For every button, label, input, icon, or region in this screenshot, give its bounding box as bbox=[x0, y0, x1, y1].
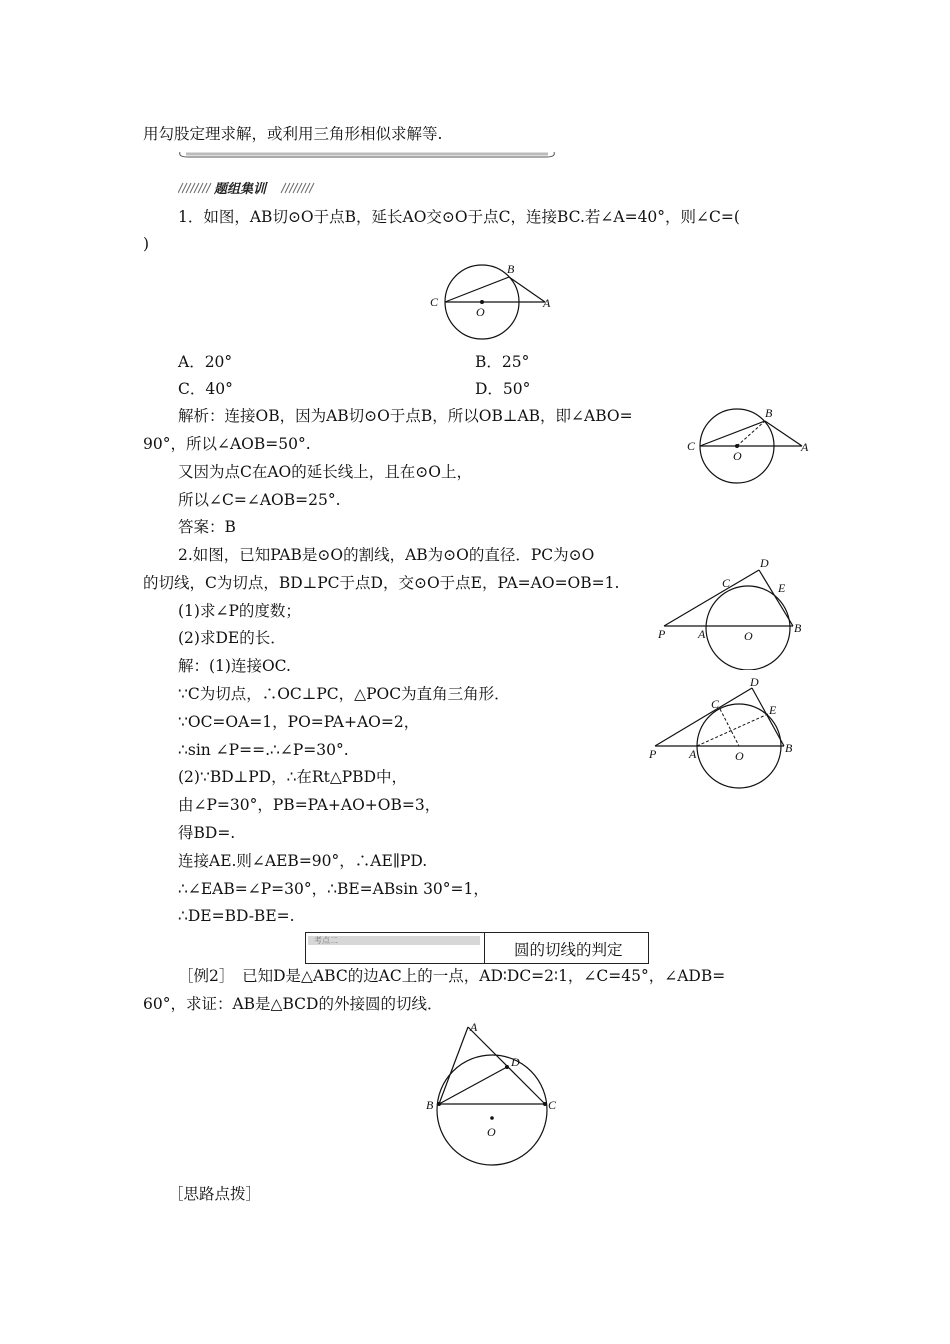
line-ba bbox=[509, 277, 545, 302]
line-pd bbox=[664, 570, 759, 626]
label-b: B bbox=[794, 621, 802, 635]
q2-line1: 2.如图，已知PAB是⊙O的割线，AB为⊙O的直径．PC为⊙O bbox=[178, 546, 595, 564]
section-tag-bar bbox=[308, 936, 480, 945]
label-e: E bbox=[778, 581, 786, 595]
sol2-line7: 得BD=. bbox=[178, 824, 236, 842]
dashed-oc bbox=[720, 709, 739, 746]
label-p: P bbox=[649, 747, 657, 761]
label-d: D bbox=[750, 676, 759, 689]
line-ba bbox=[439, 1027, 468, 1104]
label-o: O bbox=[744, 629, 753, 643]
option-d: D．50° bbox=[475, 380, 531, 398]
figure-q1 bbox=[425, 258, 565, 340]
example2-line2: 60°，求证：AB是△BCD的外接圆的切线． bbox=[143, 995, 443, 1013]
circle-o bbox=[706, 586, 790, 670]
sol2-line9: ∴∠EAB=∠P=30°，∴BE=ABsin 30°=1， bbox=[178, 880, 489, 898]
label-a: A bbox=[801, 440, 809, 454]
label-d: D bbox=[511, 1055, 520, 1069]
sol1-line1: 解析：连接OB，因为AB切⊙O于点B，所以OB⊥AB，即∠ABO= bbox=[178, 407, 633, 425]
section-tag: 考点二 bbox=[314, 936, 338, 945]
section-divider bbox=[484, 933, 485, 963]
center-point bbox=[480, 300, 484, 304]
label-c: C bbox=[711, 697, 720, 711]
figure-q2 bbox=[652, 552, 812, 670]
label-b: B bbox=[785, 741, 793, 755]
q2-line2: 的切线，C为切点，BD⊥PC于点D，交⊙O于点E，PA=AO=OB=1. bbox=[143, 574, 620, 592]
sol2-line1: 解：(1)连接OC. bbox=[178, 657, 291, 675]
label-c: C bbox=[548, 1098, 557, 1112]
sol1-line2: 90°，所以∠AOB=50°. bbox=[143, 435, 311, 453]
label-o: O bbox=[733, 449, 742, 463]
line-bd bbox=[439, 1067, 507, 1104]
center-point bbox=[735, 444, 739, 448]
point-d bbox=[505, 1065, 509, 1069]
sol2-line10: ∴DE=BD-BE=. bbox=[178, 907, 295, 925]
figure-example2 bbox=[420, 1018, 565, 1176]
option-b: B．25° bbox=[475, 353, 530, 371]
label-a: A bbox=[470, 1020, 478, 1034]
line-ba bbox=[765, 421, 802, 446]
sol2-line6: 由∠P=30°，PB=PA+AO+OB=3， bbox=[178, 796, 441, 814]
line-cb bbox=[445, 277, 509, 302]
label-o: O bbox=[487, 1125, 496, 1139]
section-title: 圆的切线的判定 bbox=[514, 941, 623, 959]
label-a: A bbox=[698, 627, 706, 641]
label-c: C bbox=[687, 439, 696, 453]
line-db bbox=[752, 688, 784, 746]
label-b: B bbox=[765, 406, 773, 420]
banner-title: 题组集训 bbox=[214, 182, 267, 196]
label-e: E bbox=[769, 703, 777, 717]
label-p: P bbox=[658, 627, 666, 641]
label-a: A bbox=[689, 747, 697, 761]
sol1-line3: 又因为点C在AO的延长线上，且在⊙O上， bbox=[178, 463, 472, 481]
figure-sol2 bbox=[645, 676, 805, 794]
section-separator bbox=[178, 151, 556, 159]
hint-label: ［思路点拨］ bbox=[168, 1185, 262, 1203]
line-pd bbox=[655, 688, 752, 746]
label-b: B bbox=[507, 262, 515, 276]
label-a: A bbox=[543, 296, 551, 310]
label-o: O bbox=[735, 749, 744, 763]
answer-line: 答案：B bbox=[178, 518, 236, 536]
section-header bbox=[305, 932, 649, 964]
option-a: A．20° bbox=[178, 353, 233, 371]
label-o: O bbox=[476, 305, 485, 319]
label-b: B bbox=[426, 1098, 434, 1112]
sol2-line4: ∴sin ∠P==.∴∠P=30°. bbox=[178, 741, 349, 759]
sol2-line5: (2)∵BD⊥PD，∴在Rt△PBD中， bbox=[178, 768, 407, 786]
sol2-line8: 连接AE.则∠AEB=90°，∴AE∥PD. bbox=[178, 852, 428, 870]
point-b bbox=[437, 1102, 441, 1106]
line-cb bbox=[700, 421, 765, 446]
q2-part1: (1)求∠P的度数； bbox=[178, 602, 301, 620]
sol2-line2: ∵C为切点，∴OC⊥PC，△POC为直角三角形． bbox=[178, 685, 510, 703]
option-c: C．40° bbox=[178, 380, 233, 398]
label-c: C bbox=[430, 295, 439, 309]
q2-part2: (2)求DE的长． bbox=[178, 629, 286, 647]
group-practice-banner bbox=[178, 180, 318, 196]
q1-line1: 1．如图，AB切⊙O于点B，延长AO交⊙O于点C，连接BC.若∠A=40°，则∠C=( bbox=[178, 208, 740, 226]
intro-text: 用勾股定理求解，或利用三角形相似求解等. bbox=[143, 125, 443, 143]
sol2-line3: ∵OC=OA=1，PO=PA+AO=2， bbox=[178, 713, 420, 731]
point-c bbox=[543, 1102, 547, 1106]
example2-line1: ［例2］ 已知D是△ABC的边AC上的一点，AD∶DC=2∶1，∠C=45°，∠ADB= bbox=[178, 967, 726, 985]
sol1-line4: 所以∠C=∠AOB=25°. bbox=[178, 491, 341, 509]
label-d: D bbox=[760, 556, 769, 570]
center-point bbox=[490, 1116, 494, 1120]
line-db bbox=[759, 570, 793, 626]
q1-line2: ) bbox=[143, 235, 150, 253]
label-c: C bbox=[722, 576, 731, 590]
dashed-ob bbox=[737, 421, 765, 446]
circle-o bbox=[437, 1055, 547, 1165]
figure-sol1 bbox=[685, 404, 815, 486]
